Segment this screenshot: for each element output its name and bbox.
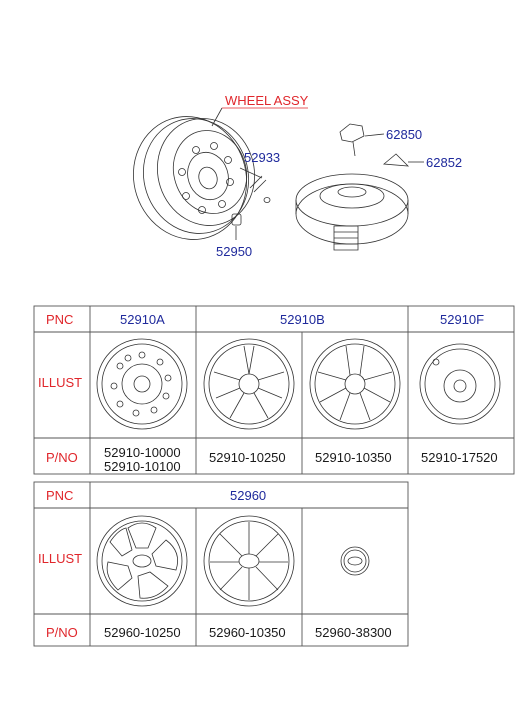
t1-illust-steel-wheel xyxy=(97,339,187,429)
callout-52933[interactable]: 52933 xyxy=(244,150,281,165)
wheel-assy-title[interactable]: WHEEL ASSY xyxy=(225,93,309,108)
t2-pnc-52960[interactable]: 52960 xyxy=(230,488,267,503)
t1-pnc-52910a[interactable]: 52910A xyxy=(120,312,165,327)
t1-pno-52910-10350[interactable]: 52910-10350 xyxy=(315,450,392,465)
t2-illust-wheel-cover-2 xyxy=(204,516,294,606)
t1-illust-alloy-wheel-1 xyxy=(204,339,294,429)
t1-label-illust: ILLUST xyxy=(38,375,83,390)
t2-pno-52960-10350[interactable]: 52960-10350 xyxy=(209,625,286,640)
t1-pnc-52910b[interactable]: 52910B xyxy=(280,312,325,327)
callout-52950[interactable]: 52950 xyxy=(216,244,253,259)
table-52960 xyxy=(34,482,408,646)
spare-tire-drawing xyxy=(296,174,408,250)
t2-label-pnc: PNC xyxy=(46,488,74,503)
t1-illust-spare-wheel xyxy=(420,344,500,424)
t1-pno-52910-17520[interactable]: 52910-17520 xyxy=(421,450,498,465)
t1-pno-52910-10250[interactable]: 52910-10250 xyxy=(209,450,286,465)
t2-label-illust: ILLUST xyxy=(38,551,83,566)
t2-illust-wheel-cover-1 xyxy=(97,516,187,606)
hub-cap-emblem-drawing xyxy=(340,124,384,156)
t1-illust-alloy-wheel-2 xyxy=(310,339,400,429)
t1-label-pno: P/NO xyxy=(46,450,78,465)
callout-62852[interactable]: 62852 xyxy=(426,155,463,170)
t2-pno-52960-38300[interactable]: 52960-38300 xyxy=(315,625,392,640)
t2-pno-52960-10250[interactable]: 52960-10250 xyxy=(104,625,181,640)
table-52910 xyxy=(34,306,514,474)
steel-wheel-drawing xyxy=(118,102,269,255)
t1-pno-52910-10000[interactable]: 52910-10000 xyxy=(104,445,181,460)
t2-illust-hub-cap-emblem xyxy=(341,547,369,575)
t1-pnc-52910f[interactable]: 52910F xyxy=(440,312,485,327)
callout-62850[interactable]: 62850 xyxy=(386,127,423,142)
t1-label-pnc: PNC xyxy=(46,312,74,327)
t1-pno-52910-10100[interactable]: 52910-10100 xyxy=(104,459,181,474)
tire-label-drawing xyxy=(384,154,424,166)
t2-label-pno: P/NO xyxy=(46,625,78,640)
exploded-view xyxy=(118,93,463,259)
